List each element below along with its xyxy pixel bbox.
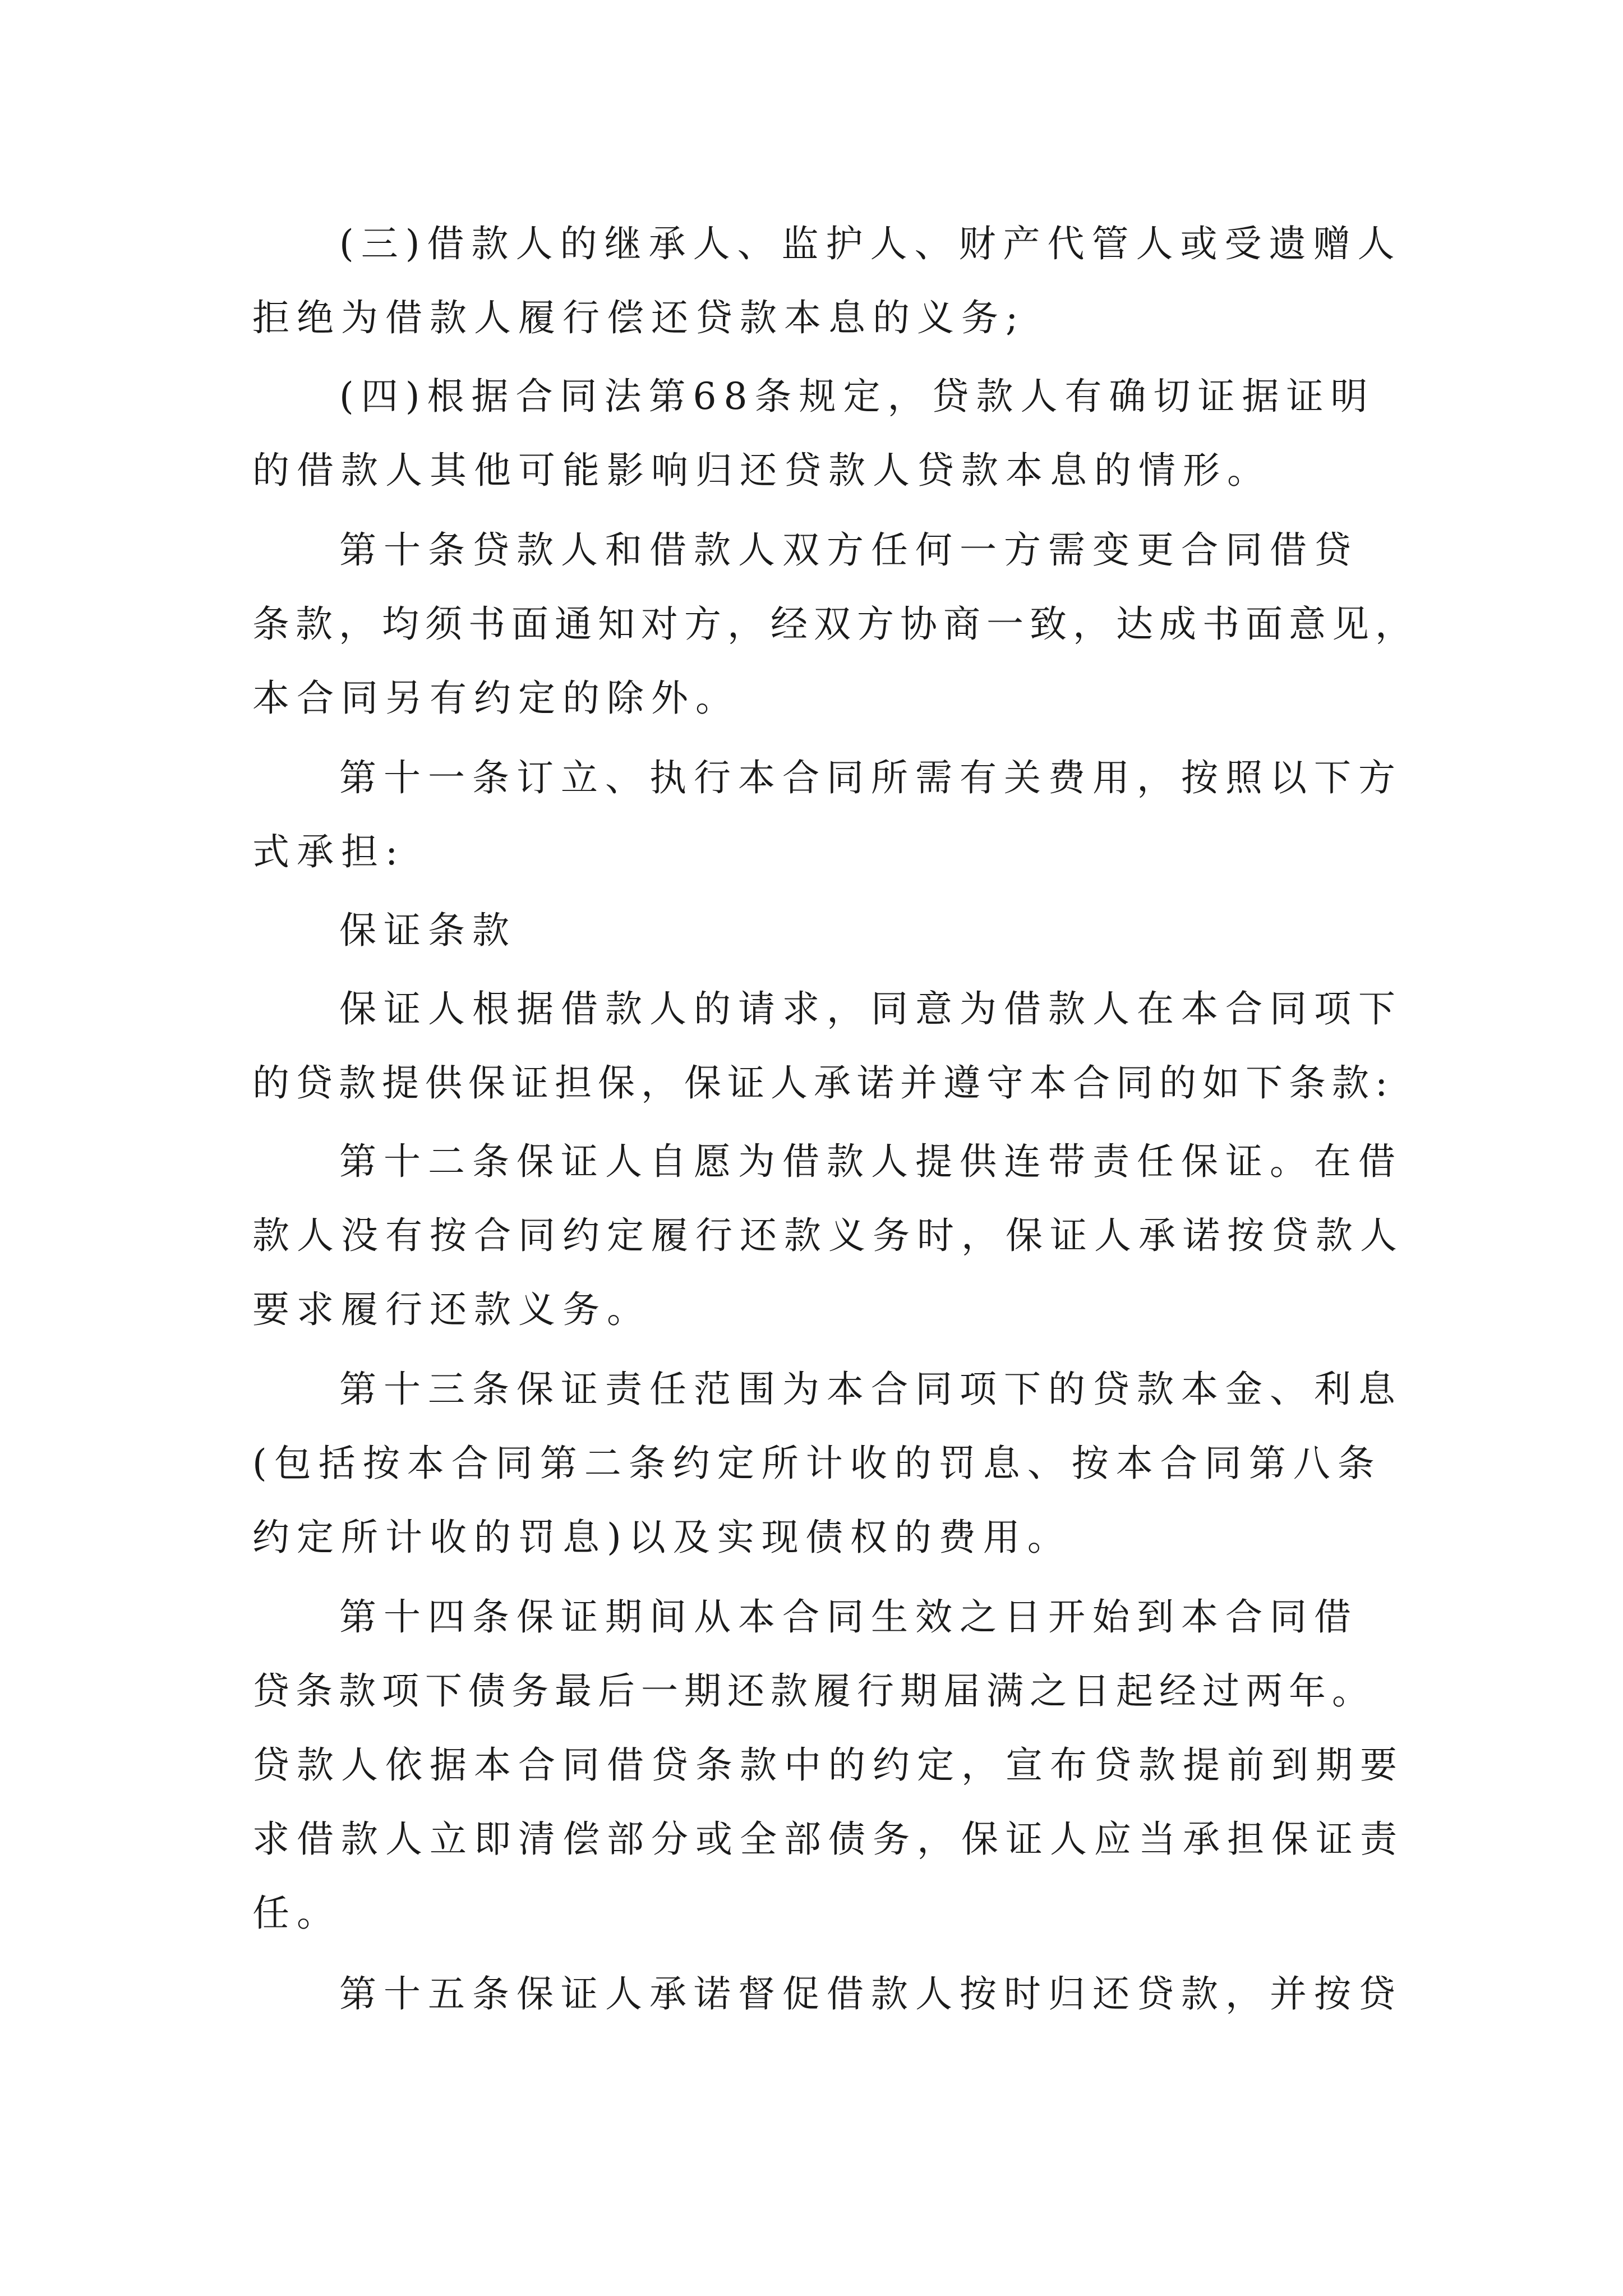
text-line: 本合同另有约定的除外。 [252, 677, 740, 720]
text-line: 款人没有按合同约定履行还款义务时，保证人承诺按贷款人 [252, 1214, 1404, 1257]
text-line: (三)借款人的继承人、监护人、财产代管人或受遗赠人 [339, 222, 1402, 265]
text-line: 第十四条保证期间从本合同生效之日开始到本合同借 [339, 1595, 1358, 1639]
text-line: 式承担: [252, 830, 405, 873]
text-line: 贷款人依据本合同借贷条款中的约定，宣布贷款提前到期要 [252, 1743, 1404, 1787]
text-line: 保证人根据借款人的请求，同意为借款人在本合同项下 [339, 987, 1403, 1030]
text-line: 的借款人其他可能影响归还贷款人贷款本息的情形。 [252, 449, 1271, 492]
text-line: 的贷款提供保证担保，保证人承诺并遵守本合同的如下条款: [252, 1061, 1394, 1105]
text-line: 求借款人立即清偿部分或全部债务，保证人应当承担保证责 [252, 1818, 1404, 1861]
text-line: 第十一条订立、执行本合同所需有关费用，按照以下方 [339, 756, 1403, 799]
section-heading: 保证条款 [339, 909, 517, 952]
text-line: 第十三条保证责任范围为本合同项下的贷款本金、利息 [339, 1368, 1403, 1411]
text-line: 第十五条保证人承诺督促借款人按时归还贷款，并按贷 [339, 1972, 1403, 2016]
text-line: 第十条贷款人和借款人双方任何一方需变更合同借贷 [339, 528, 1358, 572]
text-line: 约定所计收的罚息)以及实现债权的费用。 [252, 1516, 1072, 1559]
text-line: (四)根据合同法第68条规定，贷款人有确切证据证明 [339, 375, 1375, 418]
text-line: 条款，均须书面通知对方，经双方协商一致，达成书面意见， [252, 602, 1418, 646]
text-line: 贷条款项下债务最后一期还款履行期届满之日起经过两年。 [252, 1669, 1375, 1713]
text-line: 第十二条保证人自愿为借款人提供连带责任保证。在借 [339, 1140, 1403, 1183]
text-line: 要求履行还款义务。 [252, 1288, 651, 1331]
text-line: 任。 [252, 1892, 341, 1935]
text-line: 拒绝为借款人履行偿还贷款本息的义务; [252, 296, 1026, 339]
text-line: (包括按本合同第二条约定所计收的罚息、按本合同第八条 [252, 1442, 1382, 1485]
